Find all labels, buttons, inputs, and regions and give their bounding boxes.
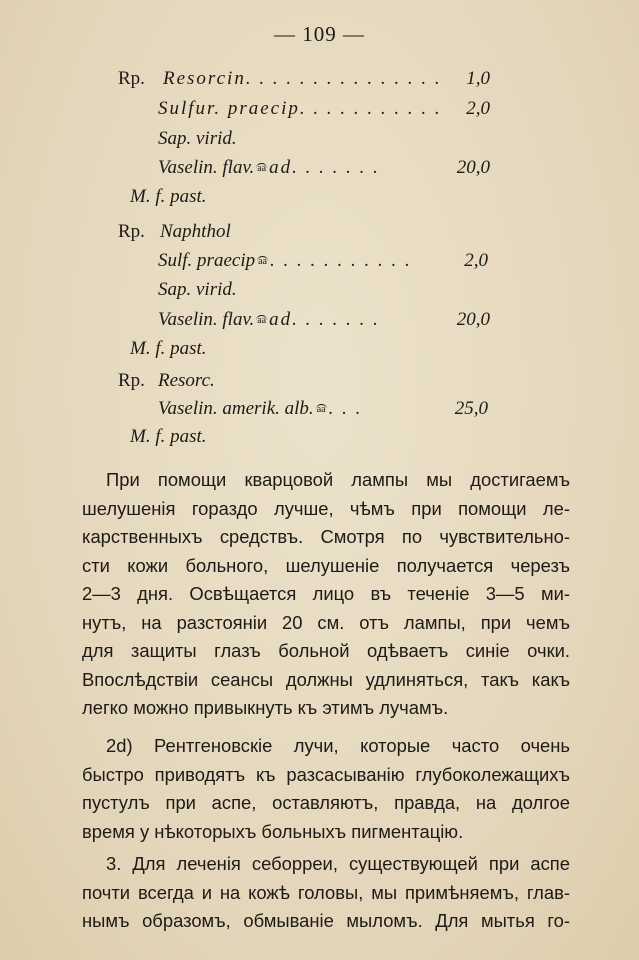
text-line: легко можно привыкнуть къ этимъ лучамъ. [82, 697, 449, 718]
text-line: почти всегда и на кожѣ головы, мы примѣняемъ, глав- [82, 881, 570, 903]
recipe-1-line-2: Sulfur. praecip. . . . . . . . . . . [158, 98, 442, 119]
recipe-1-amount-2: 2,0 [466, 98, 490, 119]
recipe-3-line-1: Resorc. [158, 370, 215, 391]
recipe-2-amount-4: 20,0 [456, 309, 490, 330]
text-line: нутъ, на разстояніи 20 см. отъ лампы, при чемъ [82, 611, 570, 633]
text-line: При помощи кварцовой лампы мы достигаемъ [106, 469, 570, 490]
text-line: для защиты глазъ больной одѣваетъ синіе очки. [82, 640, 570, 661]
text-line: 2d) Рентгеновскіе лучи, которые часто очень [106, 735, 570, 756]
recipe-1-line-1: Resorcin. . . . . . . . . . . . . . . [163, 68, 442, 89]
recipe-2-line-3: Sap. virid. [158, 279, 237, 300]
text-line: время у нѣкоторыхъ больныхъ пигментацію. [82, 820, 464, 842]
ana-partes-mark: aa [257, 163, 267, 174]
recipe-1-rp: Rp. [118, 68, 145, 89]
text-line: 3. Для леченія себорреи, существующей при аспе [106, 853, 570, 874]
text-line: шелушенія гораздо лучше, чѣмъ при помощи ле- [82, 497, 570, 519]
recipe-2-amount-2: 2,0 [464, 250, 488, 271]
text-line: Впослѣдствіи сеансы должны удлиняться, такъ какъ [82, 668, 570, 690]
recipe-1-line-4: Vaselin. flav. aa ad. . . . . . . [158, 157, 380, 178]
recipe-1-line-3: Sap. virid. [158, 128, 237, 149]
text-line: 2—3 дня. Освѣщается лицо въ теченіе 3—5 ми- [82, 583, 570, 604]
text-line: нымъ образомъ, обмываніе мыломъ. Для мытья го- [82, 910, 570, 931]
ana-partes-mark: aa [257, 315, 267, 326]
recipe-3-rp: Rp. [118, 370, 145, 391]
text-line: быстро приводятъ къ разсасыванію глубоколежащихъ [82, 763, 570, 785]
text-line: пустулъ при аспе, оставляютъ, правда, на долгое [82, 792, 570, 813]
paragraph-seborrhea [82, 850, 570, 936]
recipe-2-footer: M. f. past. [130, 338, 207, 359]
paragraph-quartz-lamp [82, 466, 570, 723]
recipe-3-footer: M. f. past. [130, 426, 207, 447]
page-number: — 109 — [274, 22, 365, 46]
recipe-1-amount-1: 1,0 [466, 68, 490, 89]
ana-partes-mark: aa [258, 256, 267, 267]
text-line: сти кожи больного, шелушеніе получается черезъ [82, 554, 570, 576]
paragraph-x-rays [82, 732, 570, 846]
recipe-3-line-2: Vaselin. amerik. alb. aa . . . [158, 398, 363, 419]
ana-partes-mark: aa [316, 404, 326, 415]
recipe-2-rp: Rp. [118, 221, 145, 242]
recipe-1-amount-4: 20,0 [456, 157, 490, 178]
recipe-3-amount-2: 25,0 [454, 398, 488, 419]
text-line: карственныхъ средствъ. Смотря по чувствительно- [82, 526, 570, 547]
recipe-1-footer: M. f. past. [130, 186, 207, 207]
recipe-2-line-1: Naphthol [160, 221, 231, 242]
recipe-2-line-4: Vaselin. flav. aa ad. . . . . . . [158, 309, 380, 330]
recipe-2-line-2: Sulf. praecip aa . . . . . . . . . . . [158, 250, 412, 271]
